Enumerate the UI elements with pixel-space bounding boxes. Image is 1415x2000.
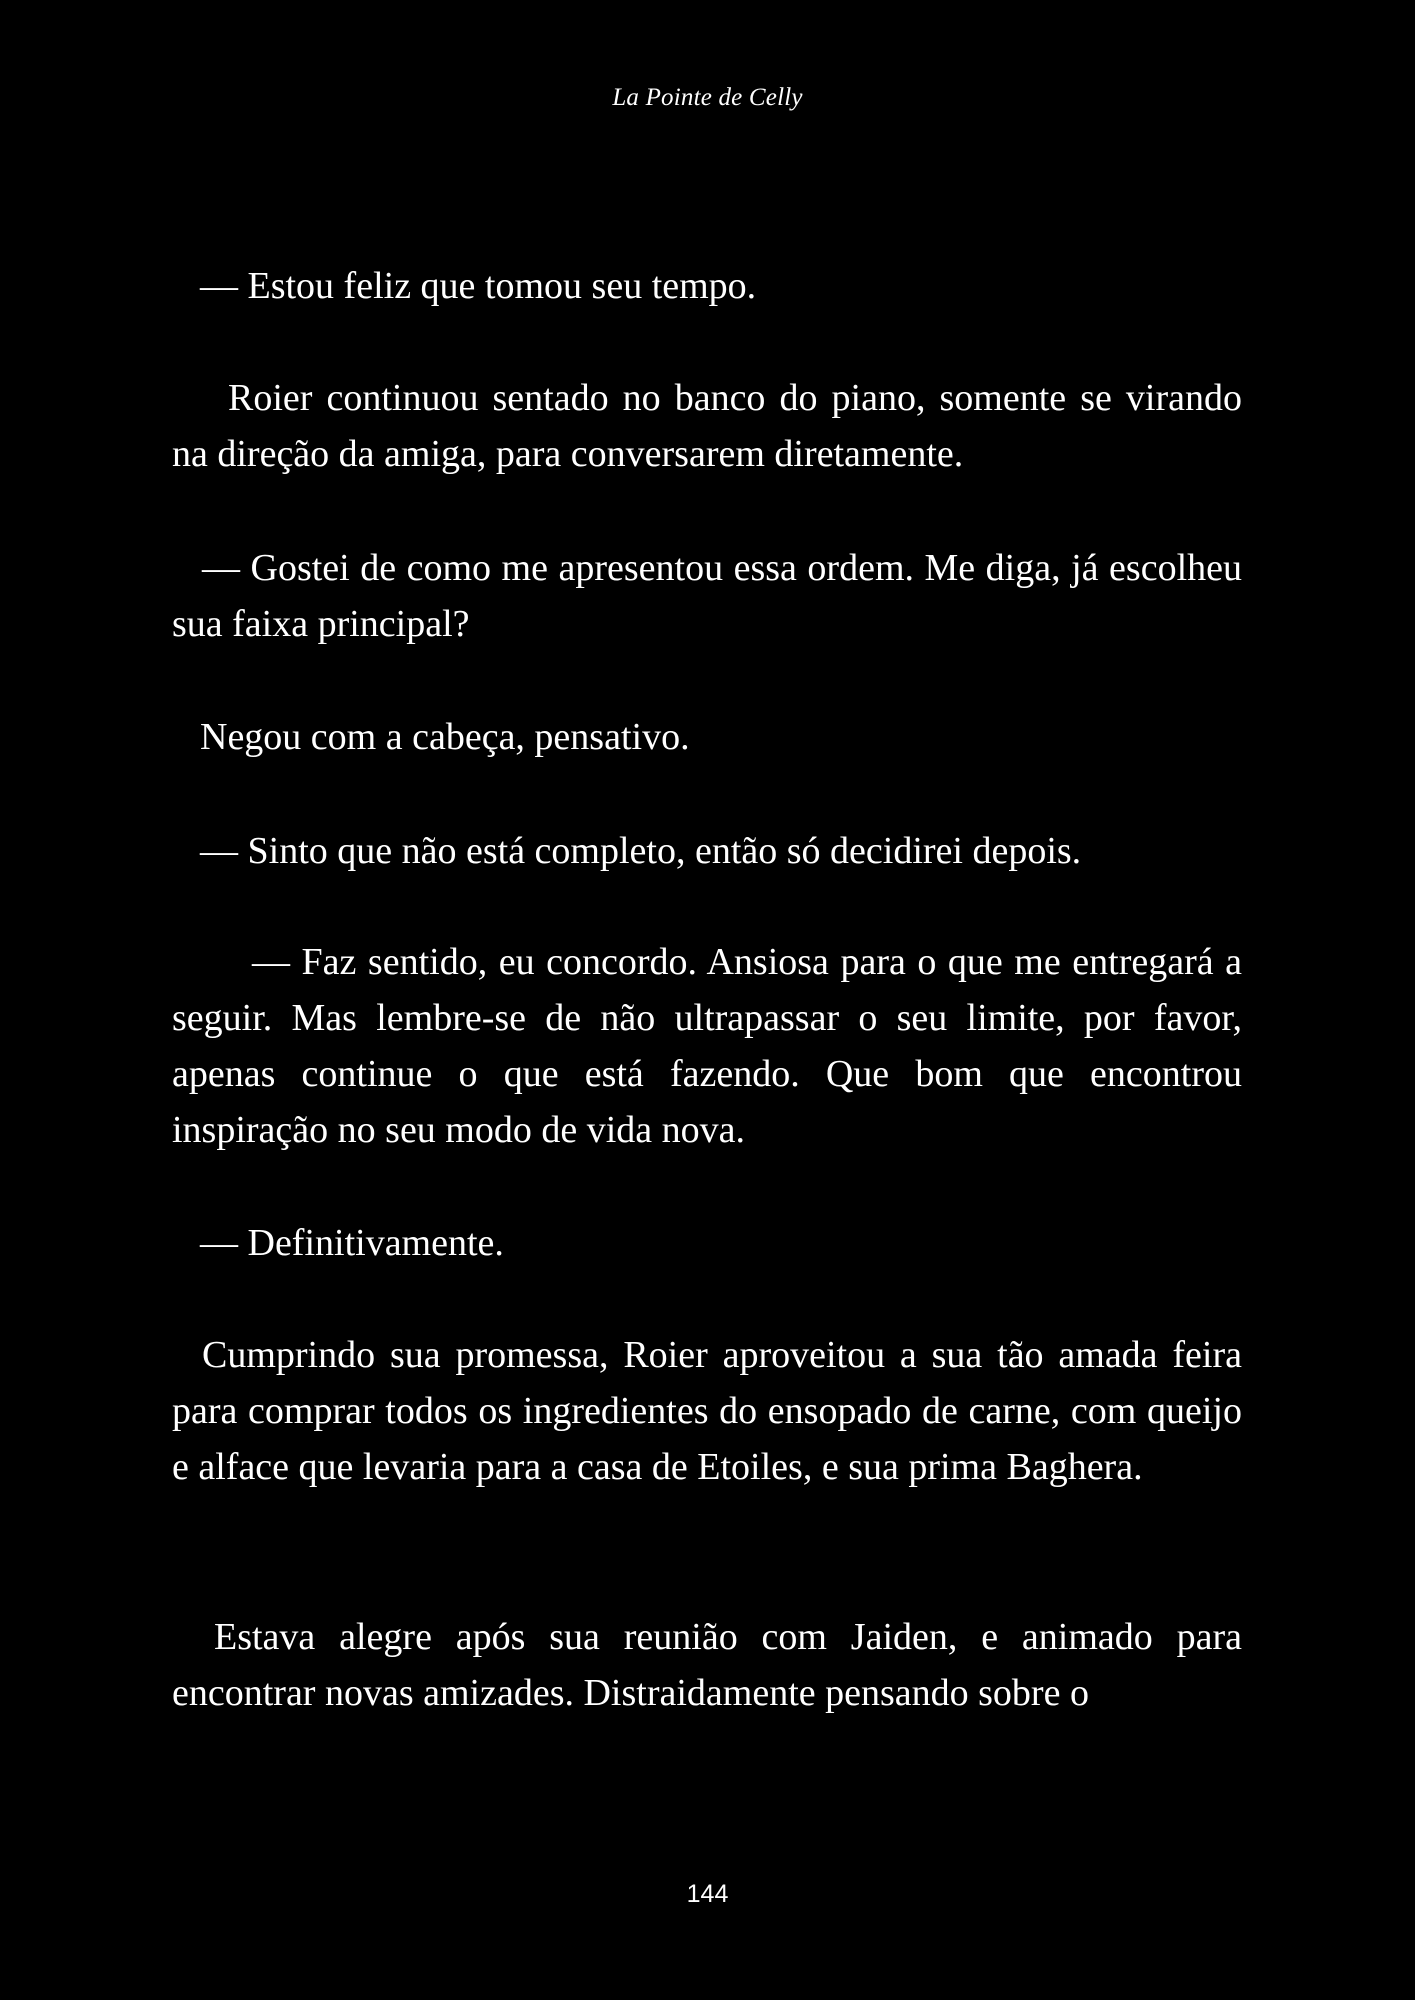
paragraph-8: Cumprindo sua promessa, Roier aproveitou a sua tão amada feira para comprar todos os ingredientes do ensopado de carne, com queijo e alface que levaria para a casa de Etoiles, e sua prima Baghera. <box>172 1334 1242 1488</box>
paragraph-1: — Estou feliz que tomou seu tempo. <box>200 265 757 307</box>
paragraph-2: Roier continuou sentado no banco do piano, somente se virando na direção da amiga, para conversarem diretamente. <box>172 377 1242 475</box>
paragraph-7: — Definitivamente. <box>200 1222 504 1264</box>
paragraph-4: Negou com a cabeça, pensativo. <box>200 716 690 758</box>
paragraph-9: Estava alegre após sua reunião com Jaiden, e animado para encontrar novas amizades. Distraidamente pensando sobre o <box>172 1616 1242 1714</box>
page-number: 144 <box>686 1880 729 1908</box>
paragraph-6: — Faz sentido, eu concordo. Ansiosa para o que me entregará a seguir. Mas lembre-se de não ultrapassar o seu limite, por favor, apenas continue o que está fazendo. Que bom que encontrou inspiração no seu modo de vida nova. <box>172 941 1242 1151</box>
paragraph-5: — Sinto que não está completo, então só decidirei depois. <box>200 830 1082 872</box>
paragraph-3: — Gostei de como me apresentou essa ordem. Me diga, já escolheu sua faixa principal? <box>172 547 1242 645</box>
running-header-title: La Pointe de Celly <box>612 84 803 111</box>
